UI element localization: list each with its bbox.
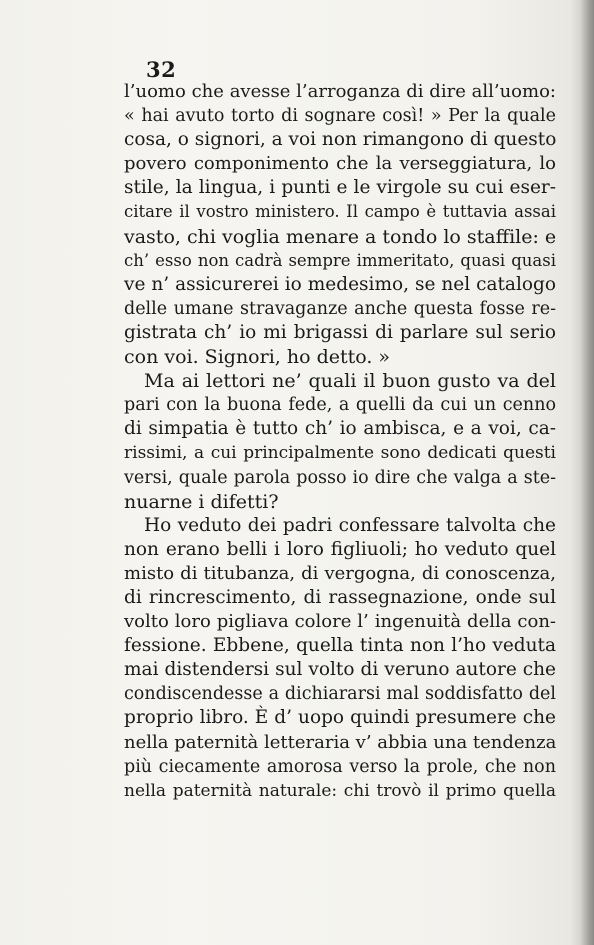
text-line: non erano belli i loro figliuoli; ho veduto quel: [124, 538, 556, 560]
text-line: stile, la lingua, i punti e le virgole su cui eser-: [124, 177, 556, 199]
text-line: di rincrescimento, di rassegnazione, onde sul: [124, 586, 556, 608]
text-line: con voi. Signori, ho detto. »: [124, 346, 391, 369]
text-line: ve n’ assicurerei io medesimo, se nel catalogo: [124, 273, 556, 295]
text-line: più ciecamente amorosa verso la prole, che non: [124, 756, 556, 777]
page-number: 32: [146, 57, 177, 82]
text-line: condiscendesse a dichiararsi mal soddisfatto del: [124, 684, 556, 705]
text-line: povero componimento che la verseggiatura, lo: [124, 153, 556, 175]
text-line: mai distendersi sul volto di veruno autore che: [124, 659, 556, 681]
text-line: rissimi, a cui principalmente sono dedicati questi: [124, 443, 556, 464]
text-line: nuarne i difetti?: [124, 490, 279, 513]
text-line: volto loro pigliava colore l’ ingenuità della con-: [124, 611, 556, 633]
text-line: nella paternità naturale: chi trovò il primo quella: [124, 780, 556, 801]
text-line: di simpatia è tutto ch’ io ambisca, e a voi, ca-: [124, 418, 556, 440]
page-edge-shadow: [580, 0, 594, 945]
text-line: « hai avuto torto di sognare così! » Per la quale: [124, 106, 556, 127]
text-line: Ho veduto dei padri confessare talvolta che: [144, 514, 556, 536]
text-line: misto di titubanza, di vergogna, di conoscenza,: [124, 562, 556, 584]
text-line: cosa, o signori, a voi non rimangono di questo: [124, 129, 557, 151]
text-line: versi, quale parola posso io dire che valga a ste-: [124, 467, 556, 488]
text-line: pari con la buona fede, a quelli da cui un cenno: [124, 395, 556, 416]
text-line: fessione. Ebbene, quella tinta non l’ho veduta: [124, 635, 556, 657]
text-line: nella paternità letteraria v’ abbia una tendenza: [124, 731, 557, 753]
body-text: [124, 80, 556, 803]
text-line: Ma ai lettori ne’ quali il buon gusto va del: [144, 370, 556, 393]
text-line: citare il vostro ministero. Il campo è tuttavia assai: [124, 202, 556, 222]
text-line: ch’ esso non cadrà sempre immeritato, quasi quasi: [124, 250, 556, 270]
text-line: gistrata ch’ io mi brigassi di parlare sul serio: [124, 321, 556, 343]
text-line: delle umane stravaganze anche questa fosse re-: [124, 298, 556, 319]
text-line: l’uomo che avesse l’arroganza di dire all’uomo:: [124, 81, 556, 102]
text-line: vasto, chi voglia menare a tondo lo staffile: e: [124, 225, 557, 248]
text-line: proprio libro. È d’ uopo quindi presumere che: [124, 707, 556, 729]
